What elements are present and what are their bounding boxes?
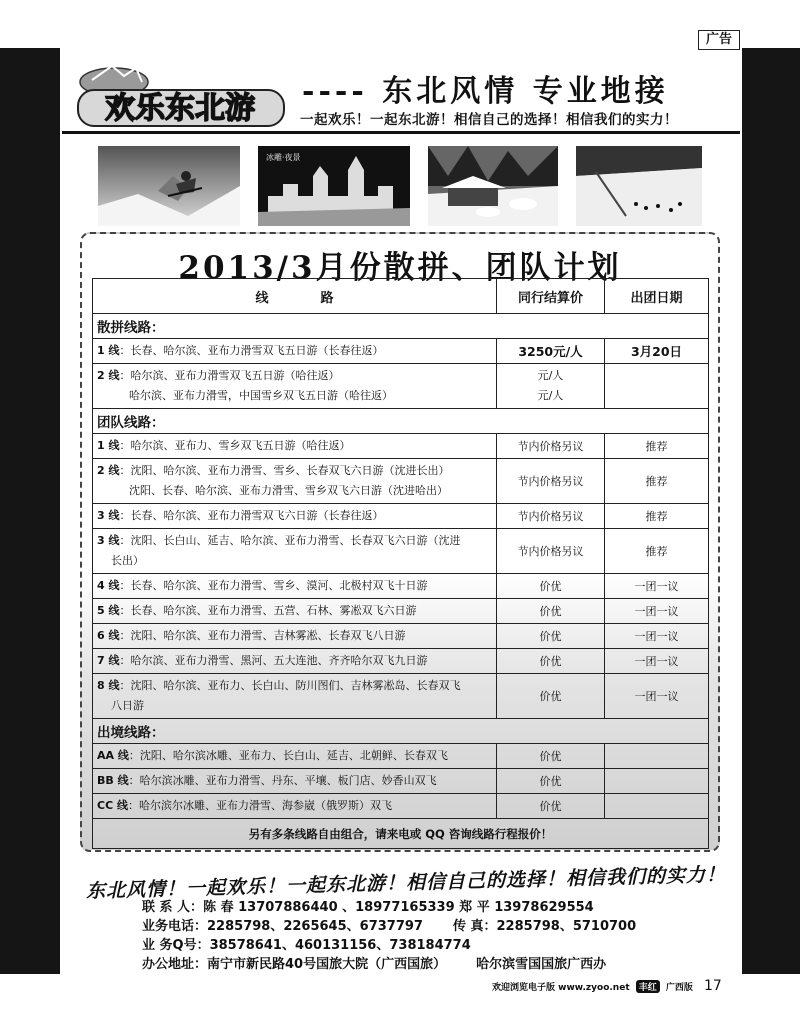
header-subtitle: 一起欢乐！一起东北游！相信自己的选择！相信我们的实力！ — [300, 112, 678, 128]
table-row — [93, 434, 709, 459]
route-cell — [93, 674, 497, 719]
route-id: 5 线 — [97, 604, 120, 617]
table-row — [93, 624, 709, 649]
date-cell: 一团一议 — [605, 574, 709, 599]
date-cell: 推荐 — [605, 529, 709, 574]
route-id: 3 线 — [97, 509, 120, 522]
route-text-2: 长出） — [111, 554, 144, 567]
contact-slogan: 东北风情！一起欢乐！一起东北游！相信自己的选择！相信我们的实力！ — [85, 863, 727, 903]
route-id: BB 线 — [97, 774, 129, 787]
date-cell — [605, 364, 709, 409]
section-label: 团队线路： — [93, 409, 709, 434]
route-table — [92, 278, 709, 849]
price-cell: 价优 — [497, 794, 605, 819]
company-logo — [72, 56, 288, 130]
route-cell — [93, 794, 497, 819]
contact-qq-label: 业 务Q号： — [142, 938, 210, 953]
route-text: ：哈尔滨、亚布力、雪乡双飞五日游（哈往返） — [119, 439, 351, 452]
header-title: ---- 东北风情 专业地接 — [302, 74, 669, 109]
contact-branch: 哈尔滨雪国国旅广西办 — [476, 957, 607, 972]
contact-fax-value: 2285798、5710700 — [496, 919, 637, 934]
route-header: 线 路 — [93, 279, 497, 314]
route-cell — [93, 624, 497, 649]
date-cell — [605, 744, 709, 769]
skiing-jump-photo — [98, 146, 240, 226]
snow-village-photo — [428, 146, 558, 226]
route-id: 8 线 — [97, 679, 120, 692]
contact-person-value: 陈 春 13707886440 、18977165339 郑 平 13978629554 — [203, 900, 594, 915]
price-cell: 价优 — [497, 599, 605, 624]
table-row — [93, 794, 709, 819]
route-text: ：沈阳、哈尔滨冰雕、亚布力、长白山、延吉、北朝鲜、长春双飞 — [128, 749, 448, 762]
price-cell: 价优 — [497, 649, 605, 674]
logo-text: 欢乐东北游 — [105, 91, 255, 126]
price-cell — [497, 364, 605, 409]
table-row — [93, 674, 709, 719]
route-text: ：哈尔滨尔冰雕、亚布力滑雪、海参崴（俄罗斯）双飞 — [127, 799, 392, 812]
header-banner — [62, 50, 740, 134]
route-cell — [93, 744, 497, 769]
route-text: ：长春、哈尔滨、亚布力滑雪、雪乡、漠河、北极村双飞十日游 — [119, 579, 428, 592]
table-row — [93, 504, 709, 529]
logo-graphic — [72, 56, 288, 130]
price-text: 元/人 — [537, 369, 564, 382]
date-cell: 推荐 — [605, 504, 709, 529]
price-cell: 节内价格另议 — [497, 504, 605, 529]
price-cell: 节内价格另议 — [497, 434, 605, 459]
date-cell: 一团一议 — [605, 649, 709, 674]
route-id: 1 线 — [97, 439, 120, 452]
date-cell — [605, 769, 709, 794]
route-text-2: 八日游 — [111, 699, 144, 712]
table-footer-note: 另有多条线路自由组合，请来电或 QQ 咨询线路行程报价！ — [93, 819, 709, 849]
date-header: 出团日期 — [605, 279, 709, 314]
contact-phone-value: 2285798、2265645、6737797 — [207, 919, 423, 934]
table-row — [93, 649, 709, 674]
table-row — [93, 574, 709, 599]
route-text: ：哈尔滨、亚布力滑雪双飞五日游（哈往返） — [119, 369, 340, 382]
route-text: ：沈阳、哈尔滨、亚布力、长白山、防川图们、吉林雾凇岛、长春双飞 — [119, 679, 461, 692]
price-text-2: 元/人 — [537, 389, 564, 402]
route-id: 3 线 — [97, 534, 120, 547]
section-label: 出境线路： — [93, 719, 709, 744]
price-cell: 价优 — [497, 624, 605, 649]
section-label: 散拼线路： — [93, 314, 709, 339]
contact-qq-value: 38578641、460131156、738184774 — [209, 938, 471, 953]
contact-phone-line — [142, 917, 636, 936]
table-row — [93, 599, 709, 624]
route-text: ：沈阳、长白山、延吉、哈尔滨、亚布力滑雪、长春双飞六日游（沈进 — [119, 534, 461, 547]
price-cell: 节内价格另议 — [497, 459, 605, 504]
route-id: 7 线 — [97, 654, 120, 667]
price-cell: 价优 — [497, 769, 605, 794]
route-id: 4 线 — [97, 579, 120, 592]
date-cell: 一团一议 — [605, 674, 709, 719]
table-row — [93, 339, 709, 364]
route-text: ：沈阳、哈尔滨、亚布力滑雪、雪乡、长春双飞六日游（沈进长出） — [119, 464, 450, 477]
contact-address-line — [142, 955, 636, 974]
contact-person-line — [142, 898, 636, 917]
contact-fax-label: 传 真： — [452, 919, 497, 934]
contact-phone-label: 业务电话： — [142, 919, 208, 934]
price-cell: 价优 — [497, 674, 605, 719]
date-cell: 推荐 — [605, 459, 709, 504]
route-text-2: 哈尔滨、亚布力滑雪，中国雪乡双飞五日游（哈往返） — [129, 389, 393, 402]
ski-slope-photo — [576, 146, 702, 226]
price-cell: 价优 — [497, 574, 605, 599]
price-cell: 节内价格另议 — [497, 529, 605, 574]
route-text: ：长春、哈尔滨、亚布力滑雪双飞五日游（长春往返） — [119, 344, 384, 357]
contact-address-value: 南宁市新民路40号国旅大院（广西国旅） — [207, 957, 447, 972]
route-text: ：长春、哈尔滨、亚布力滑雪双飞六日游（长春往返） — [119, 509, 384, 522]
route-cell — [93, 599, 497, 624]
route-text-2: 沈阳、长春、哈尔滨、亚布力滑雪、雪乡双飞六日游（沈进哈出） — [129, 484, 448, 497]
route-text: ：长春、哈尔滨、亚布力滑雪、五营、石林、雾凇双飞六日游 — [119, 604, 417, 617]
route-text: ：沈阳、哈尔滨、亚布力滑雪、吉林雾凇、长春双飞八日游 — [119, 629, 406, 642]
route-cell — [93, 504, 497, 529]
website-link[interactable]: 欢迎浏览电子版 www.zyoo.net — [492, 983, 630, 993]
page-number: 17 — [704, 978, 722, 994]
route-cell — [93, 529, 497, 574]
table-footer-row — [93, 819, 709, 849]
frame-border-right — [742, 48, 800, 974]
route-text: ：哈尔滨冰雕、亚布力滑雪、丹东、平壤、板门店、妙香山双飞 — [128, 774, 437, 787]
date-cell: 推荐 — [605, 434, 709, 459]
brand-badge: 丰红 — [636, 980, 660, 993]
ice-castle-caption: 冰雕·夜景 — [266, 153, 301, 162]
route-text: ：哈尔滨、亚布力滑雪、黑河、五大连池、齐齐哈尔双飞九日游 — [119, 654, 428, 667]
frame-border-left — [0, 48, 60, 974]
table-row — [93, 744, 709, 769]
route-id: AA 线 — [97, 749, 129, 762]
date-cell — [605, 794, 709, 819]
price-cell: 3250元/人 — [497, 339, 605, 364]
route-id: 2 线 — [97, 464, 120, 477]
photo-strip — [98, 146, 702, 226]
route-id: 6 线 — [97, 629, 120, 642]
route-cell — [93, 434, 497, 459]
section-row-chujing — [93, 719, 709, 744]
date-cell: 3月20日 — [605, 339, 709, 364]
contact-qq-line — [142, 936, 636, 955]
route-id: 1 线 — [97, 344, 120, 357]
price-cell: 价优 — [497, 744, 605, 769]
ad-tag: 广告 — [698, 30, 740, 50]
contact-block — [142, 898, 636, 974]
route-cell — [93, 339, 497, 364]
plan-title: 2013/3月份散拼、团队计划 — [178, 250, 622, 286]
route-id: 2 线 — [97, 369, 120, 382]
route-id: CC 线 — [97, 799, 128, 812]
table-header-row — [93, 279, 709, 314]
section-row-tuandui — [93, 409, 709, 434]
section-row-sanpin — [93, 314, 709, 339]
table-row — [93, 769, 709, 794]
table-row — [93, 364, 709, 409]
route-cell — [93, 459, 497, 504]
price-header: 同行结算价 — [497, 279, 605, 314]
ice-castle-photo — [258, 146, 410, 226]
date-cell: 一团一议 — [605, 599, 709, 624]
route-cell — [93, 649, 497, 674]
table-row — [93, 529, 709, 574]
route-cell — [93, 769, 497, 794]
contact-address-label: 办公地址： — [142, 957, 208, 972]
route-cell — [93, 364, 497, 409]
contact-person-label: 联 系 人： — [142, 900, 204, 915]
edition-label: 广西版 — [665, 983, 693, 993]
table-row — [93, 459, 709, 504]
date-cell: 一团一议 — [605, 624, 709, 649]
route-cell — [93, 574, 497, 599]
